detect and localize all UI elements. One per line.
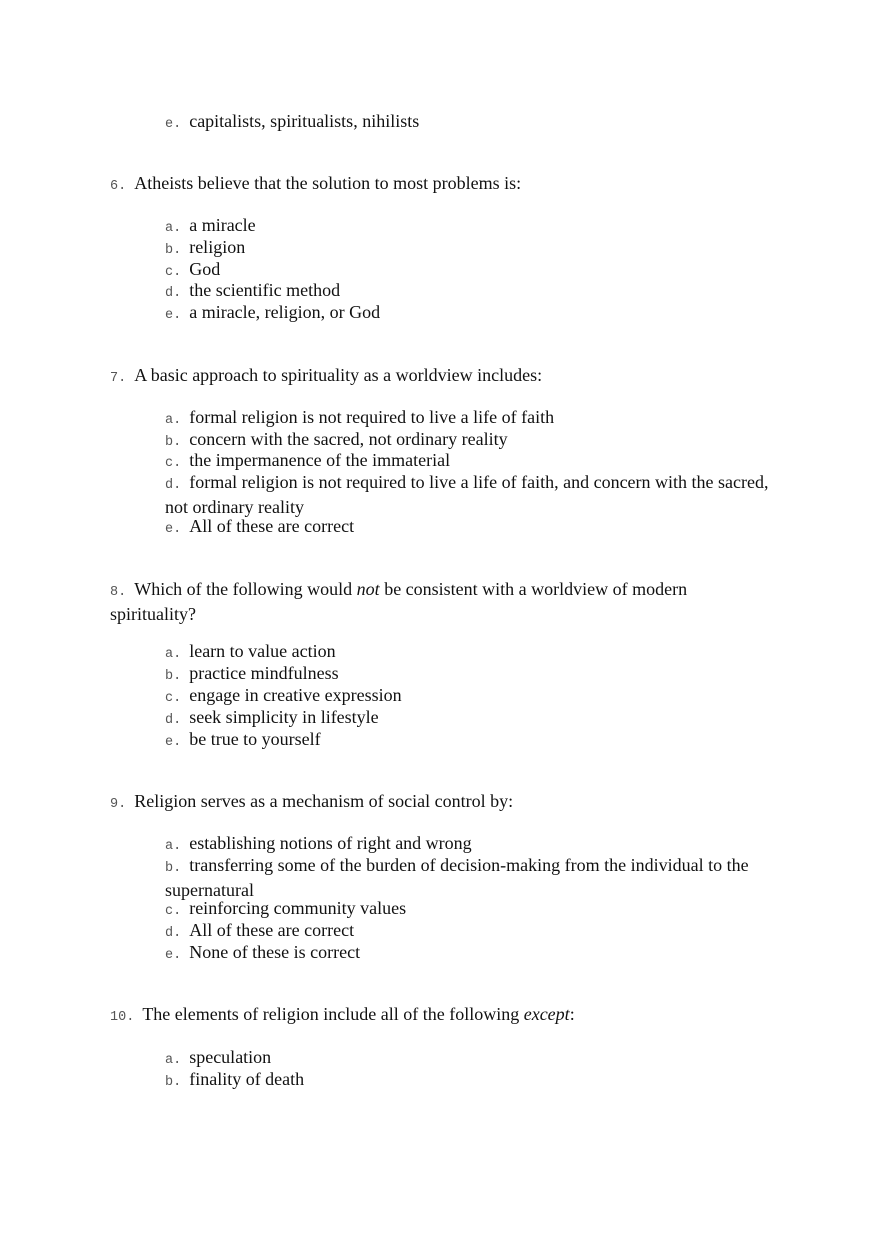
answer-option bbox=[165, 302, 770, 327]
option-text: All of these are correct bbox=[189, 516, 355, 536]
option-letter: c. bbox=[165, 904, 182, 919]
option-text: be true to yourself bbox=[189, 729, 321, 749]
option-letter: e. bbox=[165, 735, 182, 750]
question-text: Which of the following would bbox=[134, 579, 357, 599]
option-letter: a. bbox=[165, 839, 182, 854]
question-emphasis: except bbox=[523, 1004, 570, 1024]
option-letter: d. bbox=[165, 286, 182, 301]
answer-option bbox=[165, 516, 770, 541]
option-letter: b. bbox=[165, 1075, 182, 1090]
question-text: The elements of religion include all of the following bbox=[142, 1004, 524, 1024]
option-text: a miracle bbox=[189, 215, 256, 235]
answer-option bbox=[165, 663, 770, 688]
question-number: 8. bbox=[110, 585, 127, 600]
option-text: engage in creative expression bbox=[189, 685, 402, 705]
answer-option bbox=[165, 215, 770, 240]
option-letter: a. bbox=[165, 1053, 182, 1068]
answer-option bbox=[165, 641, 770, 666]
option-text: a miracle, religion, or God bbox=[189, 302, 381, 322]
answer-option bbox=[165, 920, 770, 945]
option-letter: a. bbox=[165, 647, 182, 662]
option-letter: d. bbox=[165, 478, 182, 493]
option-letter: e. bbox=[165, 948, 182, 963]
answer-option bbox=[165, 1047, 770, 1072]
answer-option bbox=[165, 280, 770, 305]
option-letter: d. bbox=[165, 713, 182, 728]
option-letter: e. bbox=[165, 117, 182, 132]
question-text-after: : bbox=[569, 1004, 575, 1024]
option-letter: c. bbox=[165, 265, 182, 280]
answer-option bbox=[165, 111, 770, 136]
question-number: 9. bbox=[110, 797, 127, 812]
answer-option bbox=[165, 407, 770, 432]
question-number: 10. bbox=[110, 1010, 135, 1025]
option-letter: e. bbox=[165, 308, 182, 323]
option-letter: b. bbox=[165, 435, 182, 450]
answer-option bbox=[165, 685, 770, 710]
answer-option bbox=[165, 898, 770, 923]
question-emphasis: not bbox=[356, 579, 380, 599]
option-text: practice mindfulness bbox=[189, 663, 339, 683]
question-text: A basic approach to spirituality as a worldview includes: bbox=[134, 365, 543, 385]
option-text: the scientific method bbox=[189, 280, 341, 300]
question-8 bbox=[110, 579, 770, 625]
answer-option bbox=[165, 472, 770, 518]
option-text: learn to value action bbox=[189, 641, 336, 661]
answer-option bbox=[165, 729, 770, 754]
option-letter: e. bbox=[165, 522, 182, 537]
question-6 bbox=[110, 173, 770, 198]
question-text-after: be consistent with a worldview of modern spirituality? bbox=[110, 579, 688, 624]
option-text: religion bbox=[189, 237, 246, 257]
option-letter: a. bbox=[165, 413, 182, 428]
answer-option bbox=[165, 855, 770, 901]
option-letter: b. bbox=[165, 243, 182, 258]
option-text: speculation bbox=[189, 1047, 272, 1067]
question-10 bbox=[110, 1004, 770, 1029]
answer-option bbox=[165, 450, 770, 475]
option-letter: b. bbox=[165, 669, 182, 684]
option-text: the impermanence of the immaterial bbox=[189, 450, 451, 470]
question-number: 7. bbox=[110, 371, 127, 386]
answer-option bbox=[165, 237, 770, 262]
option-text: formal religion is not required to live a life of faith bbox=[189, 407, 555, 427]
option-letter: c. bbox=[165, 456, 182, 471]
option-text: concern with the sacred, not ordinary reality bbox=[189, 429, 508, 449]
option-text: finality of death bbox=[189, 1069, 305, 1089]
answer-option bbox=[165, 1069, 770, 1094]
option-letter: d. bbox=[165, 926, 182, 941]
option-letter: a. bbox=[165, 221, 182, 236]
option-text: seek simplicity in lifestyle bbox=[189, 707, 379, 727]
option-text: transferring some of the burden of decision-making from the individual to the supernatural bbox=[165, 855, 749, 900]
option-text: God bbox=[189, 259, 221, 279]
option-text: establishing notions of right and wrong bbox=[189, 833, 472, 853]
option-text: capitalists, spiritualists, nihilists bbox=[189, 111, 420, 131]
answer-option bbox=[165, 833, 770, 858]
option-text: reinforcing community values bbox=[189, 898, 407, 918]
option-text: None of these is correct bbox=[189, 942, 361, 962]
option-letter: b. bbox=[165, 861, 182, 876]
option-text: formal religion is not required to live a life of faith, and concern with the sacred, not ordinary reality bbox=[165, 472, 769, 517]
option-letter: c. bbox=[165, 691, 182, 706]
answer-option bbox=[165, 942, 770, 967]
question-text: Atheists believe that the solution to most problems is: bbox=[134, 173, 522, 193]
question-number: 6. bbox=[110, 179, 127, 194]
option-text: All of these are correct bbox=[189, 920, 355, 940]
answer-option bbox=[165, 707, 770, 732]
question-9 bbox=[110, 791, 770, 816]
question-text: Religion serves as a mechanism of social control by: bbox=[134, 791, 514, 811]
question-7 bbox=[110, 365, 770, 390]
